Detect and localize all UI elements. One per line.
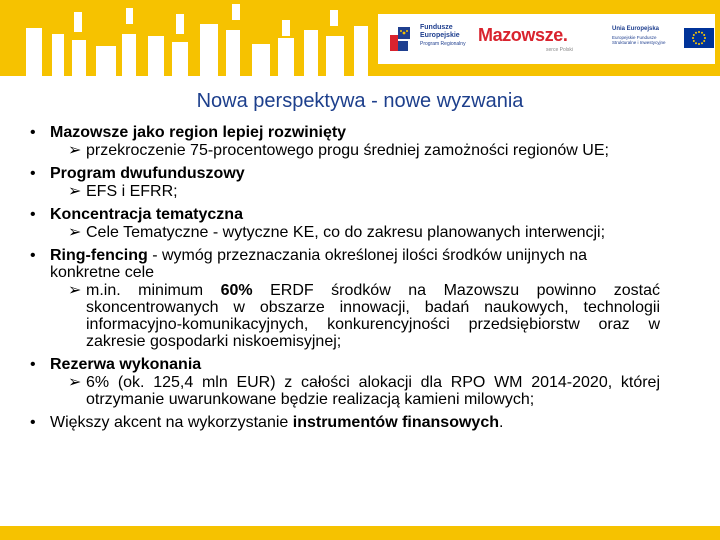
fe-logo-line2: Europejskie xyxy=(420,32,460,39)
fundusze-europejskie-icon xyxy=(388,25,414,53)
fe-logo-line3: Program Regionalny xyxy=(420,41,466,47)
bullet-dot-icon: • xyxy=(30,206,36,223)
fe-logo-line1: Fundusze xyxy=(420,24,453,31)
sub-bullet-text: 6% (ok. 125,4 mln EUR) z całości alokacji dla RPO WM 2014-2020, której otrzymanie uwarunkowane będzie realizacją kamieni milowych; xyxy=(86,374,660,408)
bullet-text-bold: Koncentracja tematyczna xyxy=(50,206,243,223)
bullet-item xyxy=(30,165,660,182)
bullet-item xyxy=(30,124,660,141)
footer-band xyxy=(0,526,720,540)
ue-logo-line2: Europejskie Fundusze xyxy=(612,35,657,40)
arrow-bullet-icon: ➢ xyxy=(68,183,82,200)
sub-bullet-text-bold: 60% xyxy=(220,282,253,299)
sub-bullet-text: ERDF środków na Mazowszu powinno zostać skoncentrowanych w obszarze innowacji, badań naukowych, technologii informacyjno-komunikacyjnych, konkurencyjności przedsiębiorstw oraz w zakresie gospodarki niskoemisyjnej; xyxy=(86,282,660,350)
sub-bullet-item xyxy=(30,142,660,159)
sub-bullet-item xyxy=(30,224,660,241)
logo-panel xyxy=(378,14,715,64)
bullet-dot-icon: • xyxy=(30,414,36,431)
bullet-item xyxy=(30,206,660,223)
unia-europejska-logo xyxy=(612,25,712,57)
bullet-text-bold: Rezerwa wykonania xyxy=(50,356,202,373)
bullet-text-bold: Ring-fencing xyxy=(50,247,148,264)
mazowsze-logo-name: Mazowsze. xyxy=(478,25,568,45)
bullet-dot-icon: • xyxy=(30,165,36,182)
sub-bullet-item xyxy=(30,282,660,350)
sub-bullet-item xyxy=(30,183,660,200)
bullet-text: - wymóg przeznaczania określonej ilości środków unijnych na konkretne cele xyxy=(50,247,588,281)
bullet-text-bold: Program dwufunduszowy xyxy=(50,165,245,182)
sub-bullet-text: m.in. minimum xyxy=(86,282,221,299)
mazowsze-logo xyxy=(478,25,590,59)
bullet-text-bold: Mazowsze jako region lepiej rozwinięty xyxy=(50,124,347,141)
arrow-bullet-icon: ➢ xyxy=(68,282,82,299)
mazowsze-logo-tagline: serce Polski xyxy=(546,47,573,53)
bullet-item xyxy=(30,414,660,431)
ue-logo-line1: Unia Europejska xyxy=(612,26,660,32)
sub-bullet-text: przekroczenie 75-procentowego progu średniej zamożności regionów UE; xyxy=(86,142,609,159)
eu-flag-icon xyxy=(684,28,714,48)
bullet-item xyxy=(30,356,660,373)
bullet-text: Większy akcent na wykorzystanie xyxy=(50,414,293,431)
bullet-dot-icon: • xyxy=(30,124,36,141)
ue-logo-line3: Strukturalne i Inwestycyjne xyxy=(612,40,666,45)
sub-bullet-text: EFS i EFRR; xyxy=(86,183,178,200)
bullet-text-bold: instrumentów finansowych xyxy=(292,414,499,431)
bullet-text: . xyxy=(499,414,504,431)
header-band xyxy=(0,0,720,76)
bullet-dot-icon: • xyxy=(30,247,36,264)
sub-bullet-text: Cele Tematyczne - wytyczne KE, co do zakresu planowanych interwencji; xyxy=(86,224,606,241)
page-title: Nowa perspektywa - nowe wyzwania xyxy=(196,90,524,112)
arrow-bullet-icon: ➢ xyxy=(68,142,82,159)
bullet-dot-icon: • xyxy=(30,356,36,373)
arrow-bullet-icon: ➢ xyxy=(68,374,82,391)
sub-bullet-item xyxy=(30,374,660,408)
arrow-bullet-icon: ➢ xyxy=(68,224,82,241)
bullet-item xyxy=(30,247,660,281)
content-list xyxy=(30,124,660,431)
